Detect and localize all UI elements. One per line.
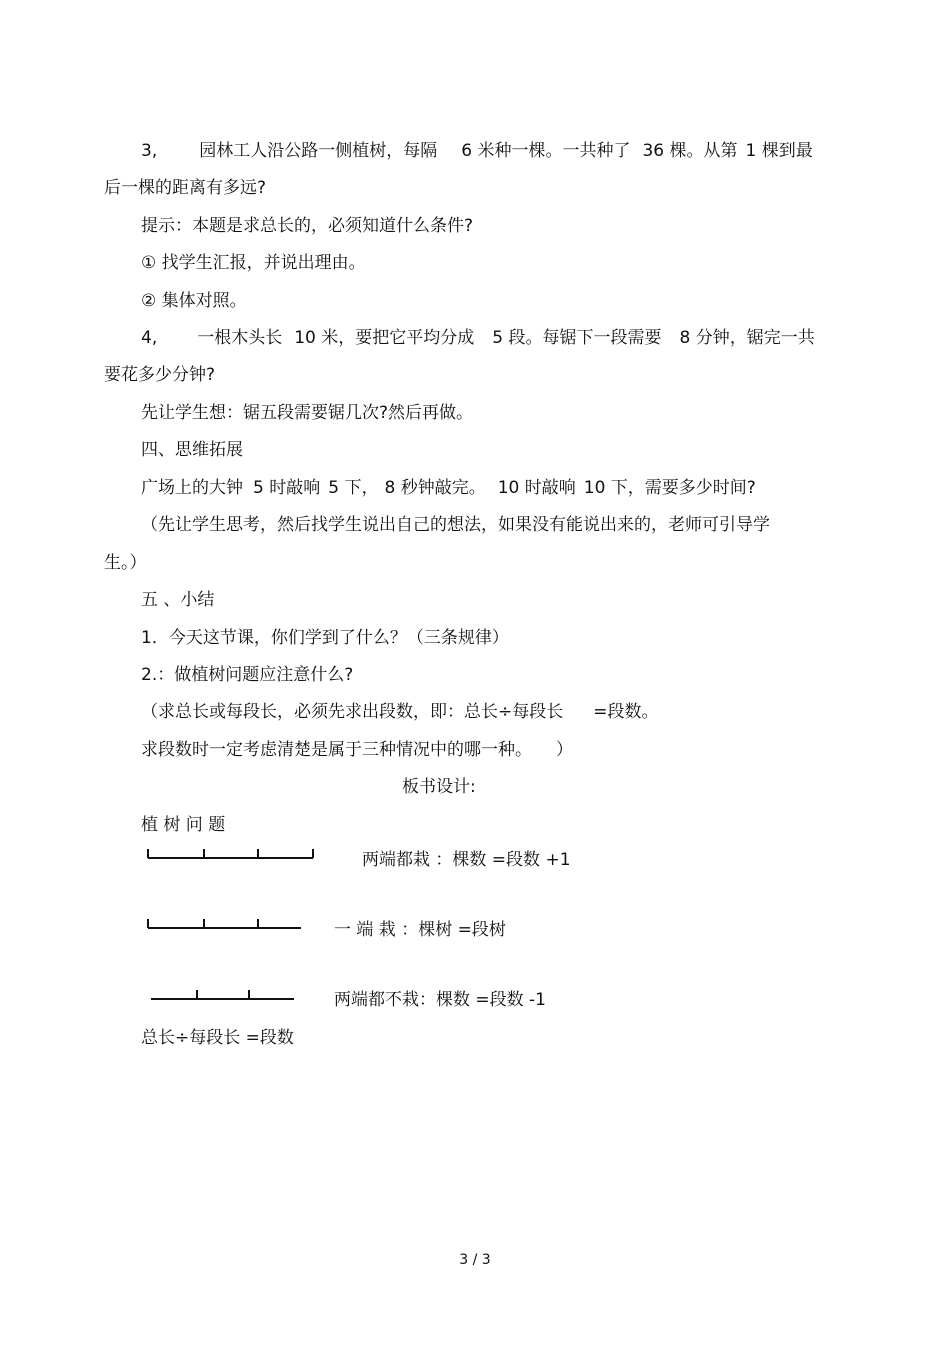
rule-both-ends: 两端都栽 ：棵数 =段数 +1: [362, 850, 571, 870]
board-design-title: 板书设计:: [402, 777, 476, 797]
q4-text-b: 10 米，要把它平均分成: [294, 328, 475, 348]
step-1: ① 找学生汇报，并说出理由。: [141, 253, 366, 273]
q3-text-c: 36 棵。从第: [642, 141, 738, 161]
clock-question: [141, 478, 756, 498]
clock-text-a: 广场上的大钟: [141, 478, 243, 498]
q3-number: 3,: [141, 141, 158, 161]
q4-text-d: 8 分钟，锯完一共: [679, 328, 815, 348]
segment-diagram-both-ends: [145, 845, 317, 863]
q3-text-d: 1 棵到最: [745, 141, 813, 161]
clock-note-line2: 生。）: [104, 553, 147, 573]
q3-line1: [141, 141, 813, 161]
q4-text-a: 一根木头长: [197, 328, 283, 348]
clock-text-f: 10 下，需要多少时间?: [583, 478, 756, 498]
summary-item-3: [141, 702, 659, 722]
q4-line1: [141, 328, 815, 348]
q3-line2: 后一棵的距离有多远?: [104, 178, 267, 198]
hint-line: 提示：本题是求总长的，必须知道什么条件?: [141, 216, 474, 236]
summary-item-4-b: ）: [556, 740, 573, 760]
summary-item-1: 1．今天这节课，你们学到了什么？（三条规律）: [141, 628, 509, 648]
board-topic: 植 树 问 题: [141, 815, 226, 835]
q3-text-a: 园林工人沿公路一侧植树，每隔: [199, 141, 438, 161]
page-number: 3 / 3: [459, 1252, 491, 1268]
segment-diagram-neither-end: [148, 986, 298, 1004]
q4-note: 先让学生想：锯五段需要锯几次?然后再做。: [141, 403, 474, 423]
segment-formula: 总长÷每段长 =段数: [141, 1028, 294, 1048]
summary-item-4: [141, 740, 573, 760]
section-5-heading: 五 、小结: [141, 590, 215, 610]
clock-note-line1: （先让学生思考，然后找学生说出自己的想法，如果没有能说出来的，老师可引导学: [141, 515, 770, 535]
clock-text-d: 8 秒钟敲完。: [384, 478, 486, 498]
clock-text-c: 5 下，: [328, 478, 379, 498]
clock-text-e: 10 时敲响: [497, 478, 576, 498]
step-2: ② 集体对照。: [141, 291, 247, 311]
segment-diagram-one-end: [145, 915, 305, 933]
q4-text-c: 5 段。每锯下一段需要: [492, 328, 662, 348]
summary-item-3-b: =段数。: [593, 702, 659, 722]
rule-one-end: 一 端 栽 ：棵树 =段树: [334, 920, 506, 940]
summary-item-2: 2.：做植树问题应注意什么?: [141, 665, 354, 685]
summary-item-3-a: （求总长或每段长，必须先求出段数，即：总长÷每段长: [141, 702, 564, 722]
summary-item-4-a: 求段数时一定考虑清楚是属于三种情况中的哪一种。: [141, 740, 532, 760]
q4-number: 4,: [141, 328, 158, 348]
section-4-heading: 四、思维拓展: [141, 440, 243, 460]
q4-line2: 要花多少分钟?: [104, 365, 216, 385]
clock-text-b: 5 时敲响: [253, 478, 321, 498]
rule-neither-end: 两端都不栽：棵数 =段数 -1: [334, 990, 547, 1010]
q3-text-b: 6 米种一棵。一共种了: [461, 141, 631, 161]
